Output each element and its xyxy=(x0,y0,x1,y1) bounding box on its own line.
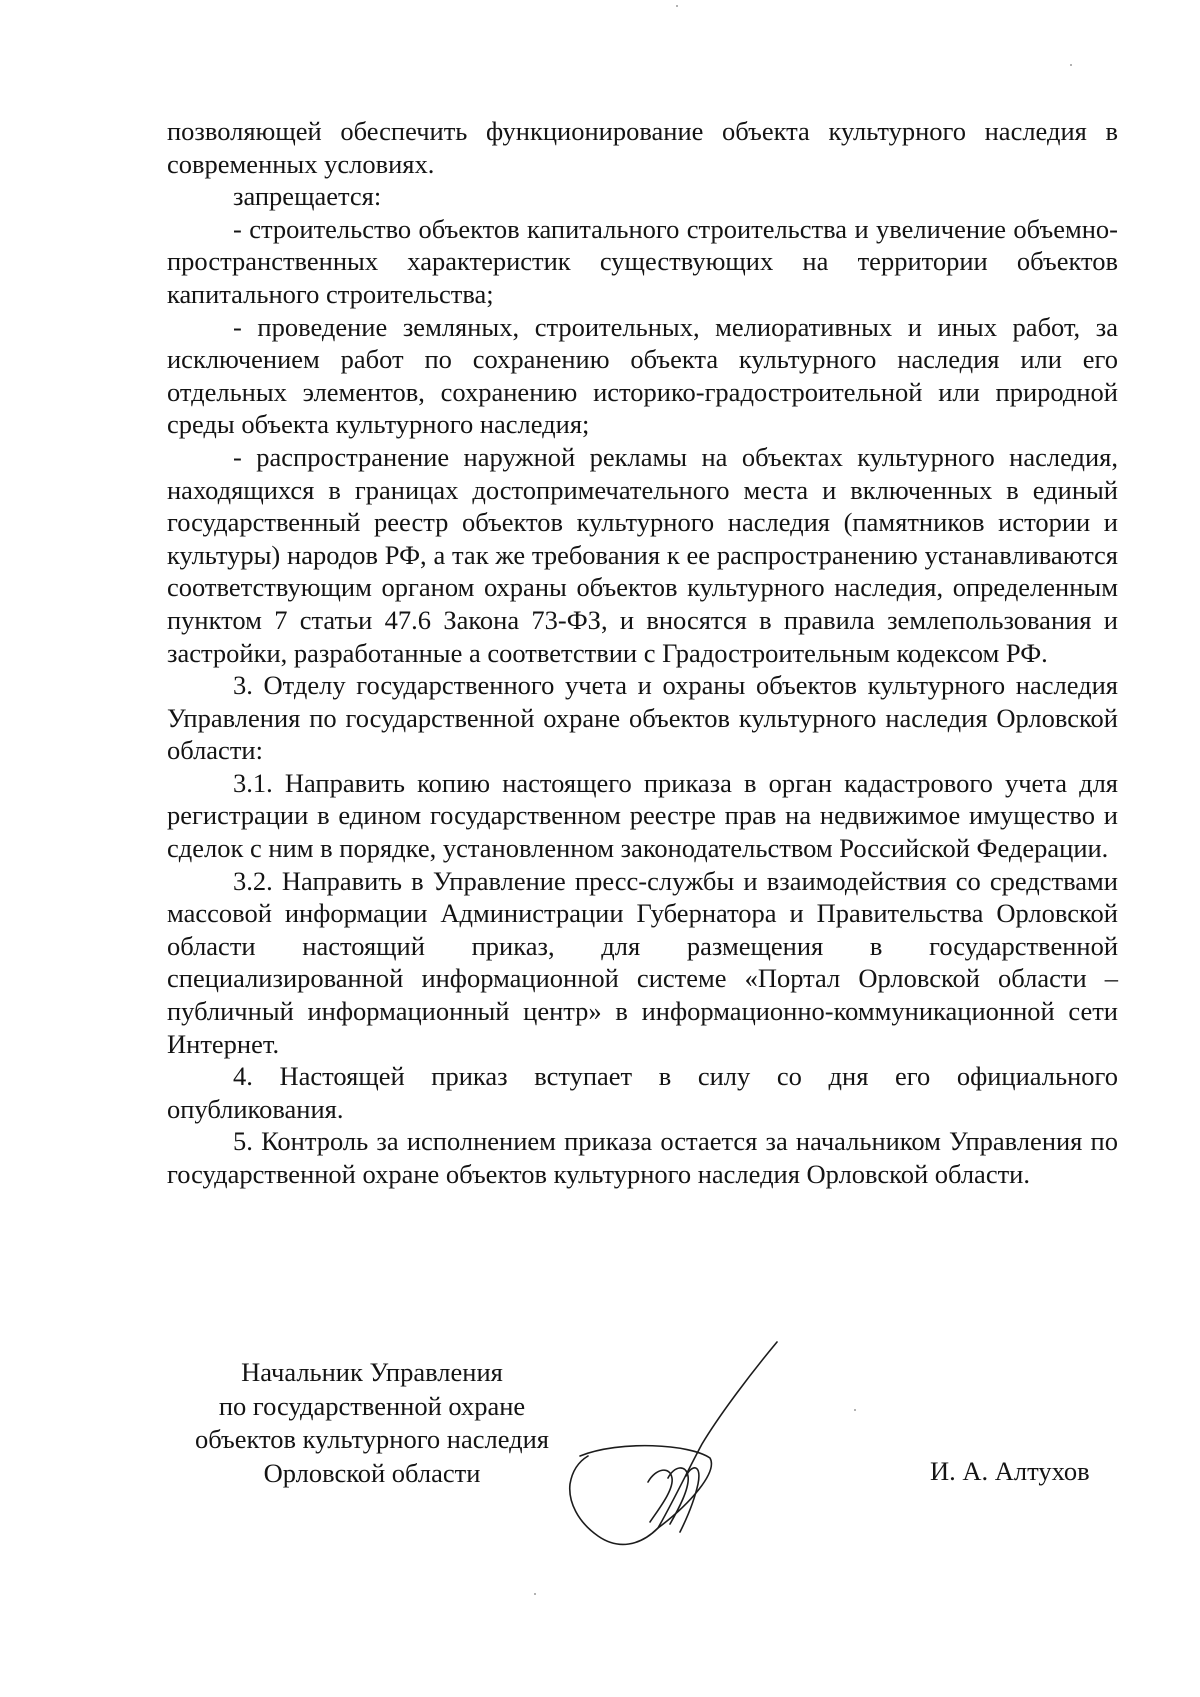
paragraph-prohibition-advertising: - распространение наружной рекламы на объектах культурного наследия, находящихся в границах достопримечательного места и включенных в единый государственный реестр объектов культурного наследия (памятников истории и культуры) народов РФ, а так же требования к ее распространению устанавливаются соответствующим органом охраны объектов культурного наследия, определенным пунктом 7 статьи 47.6 Закона 73-ФЗ, и вносятся в правила землепользования и застройки, разработанные а соответствии с Градостроительным кодексом РФ. xyxy=(167,441,1118,668)
signatory-title-line: Орловской области xyxy=(263,1457,481,1488)
signatory-title xyxy=(172,1356,572,1490)
paragraph-item-5: 5. Контроль за исполнением приказа остается за начальником Управления по государственной охране объектов культурного наследия Орловской области. xyxy=(167,1126,1118,1189)
paragraph-item-4: 4. Настоящей приказ вступает в силу со дня его официального опубликования. xyxy=(167,1061,1118,1124)
signatory-title-line: Начальник Управления xyxy=(241,1357,503,1387)
scan-speck xyxy=(534,1593,536,1595)
scan-speck xyxy=(854,1409,856,1411)
signatory-name: И. А. Алтухов xyxy=(930,1456,1090,1486)
signatory-title-line: по государственной охране xyxy=(218,1390,526,1421)
paragraph-continuation: позволяющей обеспечить функционирование объекта культурного наследия в современных условиях. xyxy=(167,116,1118,179)
document-body xyxy=(167,115,1118,1191)
paragraph-prohibition-construction: - строительство объектов капитального строительства и увеличение объемно-пространственных характеристик существующих на территории объектов капитального строительства; xyxy=(167,213,1118,309)
paragraph-item-3: 3. Отделу государственного учета и охраны объектов культурного наследия Управления по государственной охране объектов культурного наследия Орловской области: xyxy=(167,670,1118,766)
paragraph-prohibition-works: - проведение земляных, строительных, мелиоративных и иных работ, за исключением работ по сохранению объекта культурного наследия или его отдельных элементов, сохранению историко-градостроительной или природной среды объекта культурного наследия; xyxy=(167,311,1118,440)
handwritten-signature xyxy=(540,1332,800,1562)
scan-speck xyxy=(676,5,678,7)
scan-speck xyxy=(1070,64,1072,66)
paragraph-item-3-2: 3.2. Направить в Управление пресс-службы и взаимодействия со средствами массовой информации Администрации Губернатора и Правительства Орловской области настоящий приказ, для размещения в государственной специализированной информационной системе «Портал Орловской области – публичный информационный центр» в информационно-коммуникационной сети Интернет. xyxy=(167,865,1118,1059)
paragraph-item-3-1: 3.1. Направить копию настоящего приказа в орган кадастрового учета для регистрации в едином государственном реестре прав на недвижимое имущество и сделок с ним в порядке, установленном законодательством Российской Федерации. xyxy=(167,767,1118,864)
paragraph-prohibited-heading: запрещается: xyxy=(233,181,382,212)
signatory-title-line: объектов культурного наследия xyxy=(194,1424,549,1454)
